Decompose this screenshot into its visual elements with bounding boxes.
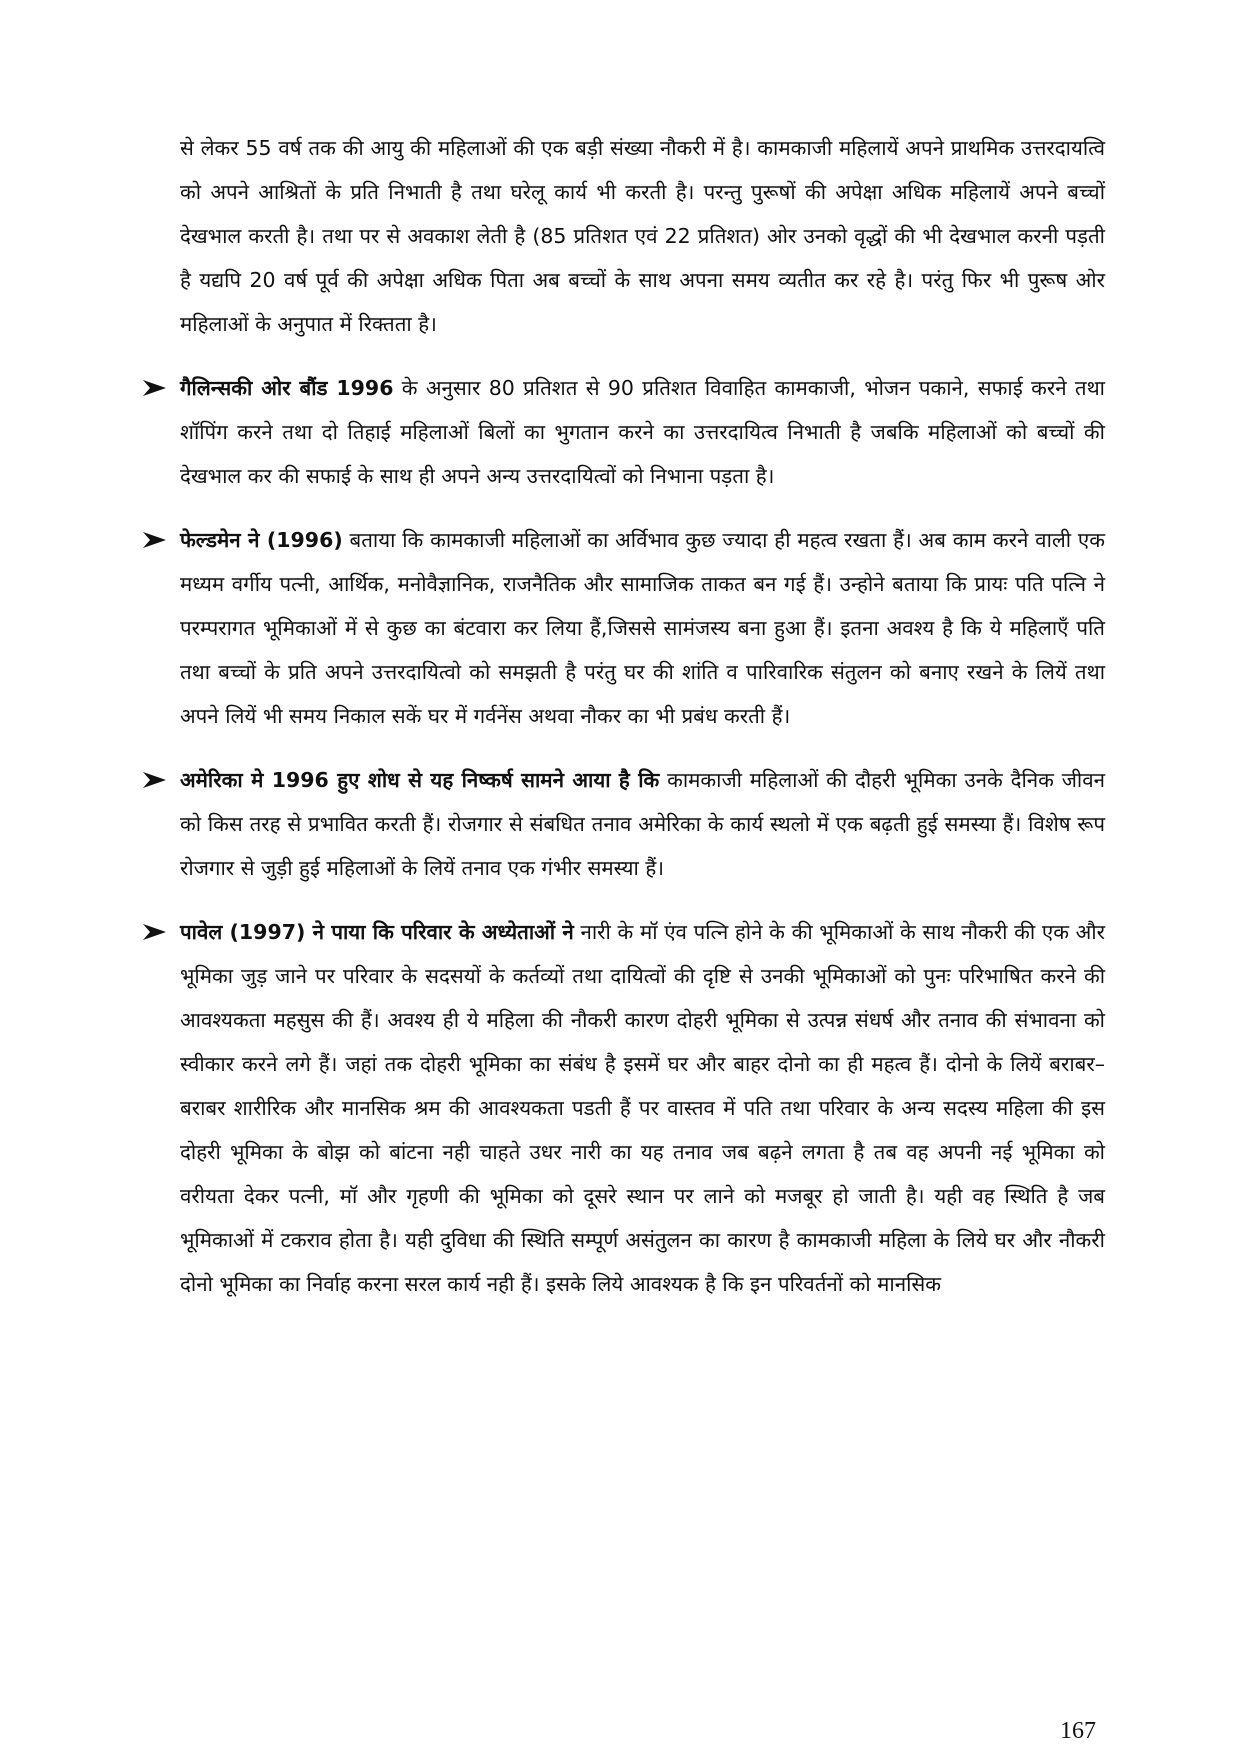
bullet-lead: अमेरिका मे 1996 हुए शोध से यह निष्कर्ष सामने आया है कि xyxy=(180,768,660,792)
arrow-bullet-icon xyxy=(142,758,170,802)
bullet-text: नारी के मॉ एंव पत्नि होने के की भूमिकाओं के साथ नौकरी की एक और भूमिका जुड़ जाने पर परिवार के सदसयों के कर्तव्यों तथा दायित्वों की दृष्टि से उनकी भूमिकाओं को पुनः परिभाषित करने की आवश्यकता महसुस की हैं। अवश्य ही ये महिला की नौकरी कारण दोहरी भूमिका से उत्पन्न संधर्ष और तनाव की संभावना को स्वीकार करने लगे हैं। जहां तक दोहरी भूमिका का संबंध है इसमें घर और बाहर दोनो का ही महत्व हैं। दोनो के लियें बराबर–बराबर शारीरिक और मानसिक श्रम की आवश्यकता पडती हैं पर वास्तव में पति तथा परिवार के अन्य सदस्य महिला की इस दोहरी भूमिका के बोझ को बांटना नही चाहते उधर नारी का यह तनाव जब बढ़ने लगता है तब वह अपनी नई भूमिका को वरीयता देकर पत्नी, मॉ और गृहणी की भूमिका को दूसरे स्थान पर लाने को मजबूर हो जाती है। यही वह स्थिति है जब भूमिकाओं में टकराव होता है। यही दुविधा की स्थिति सम्पूर्ण असंतुलन का कारण है कामकाजी महिला के लिये घर और नौकरी दोनो भूमिका का निर्वाह करना सरल कार्य नही हैं। इसके लिये आवश्यक है कि इन परिवर्तनों को मानसिक xyxy=(180,920,1105,1296)
page-number: 167 xyxy=(1060,1718,1096,1744)
bullet-paragraph xyxy=(180,518,1105,738)
bullet-paragraph xyxy=(180,910,1105,1306)
arrow-bullet-icon xyxy=(142,518,170,562)
bullet-paragraph xyxy=(180,758,1105,890)
bullet-lead: फेल्डमेन ने (1996) xyxy=(180,528,343,552)
arrow-bullet-icon xyxy=(142,366,170,410)
bullet-text: कामकाजी महिलाओं की दौहरी भूमिका उनके दैनिक जीवन को किस तरह से प्रभावित करती हैं। रोजगार से संबधित तनाव अमेरिका के कार्य स्थलो में एक बढ़ती हुई समस्या हैं। विशेष रूप रोजगार से जुड़ी हुई महिलाओं के लियें तनाव एक गंभीर समस्या हैं। xyxy=(180,768,1105,880)
arrow-bullet-icon xyxy=(142,910,170,954)
bullet-text: के अनुसार 80 प्रतिशत से 90 प्रतिशत विवाहित कामकाजी, भोजन पकाने, सफाई करने तथा शॉपिंग करने तथा दो तिहाई महिलाओं बिलों का भुगतान करने का उत्तरदायित्व निभाती है जबकि महिलाओं को बच्चों की देखभाल कर की सफाई के साथ ही अपने अन्य उत्तरदायित्वों को निभाना पड़ता है। xyxy=(180,376,1105,488)
bullet-paragraph xyxy=(180,366,1105,498)
bullet-text: बताया कि कामकाजी महिलाओं का अर्विभाव कुछ ज्यादा ही महत्व रखता हैं। अब काम करने वाली एक मध्यम वर्गीय पत्नी, आर्थिक, मनोवैज्ञानिक, राजनैतिक और सामाजिक ताकत बन गई हैं। उन्होने बताया कि प्रायः पति पत्नि ने परम्परागत भूमिकाओं में से कुछ का बंटवारा कर लिया हैं,जिससे सामंजस्य बना हुआ हैं। इतना अवश्य है कि ये महिलाएँ पति तथा बच्चों के प्रति अपने उत्तरदायित्वो को समझती है परंतु घर की शांति व पारिवारिक संतुलन को बनाए रखने के लियें तथा अपने लियें भी समय निकाल सकें घर में गर्वनेंस अथवा नौकर का भी प्रबंध करती हैं। xyxy=(180,528,1105,728)
bullet-item-2 xyxy=(180,518,1105,738)
bullet-lead: पावेल (1997) ने पाया कि परिवार के अध्येताओं ने xyxy=(180,920,574,944)
page-body xyxy=(180,126,1105,1326)
bullet-item-4 xyxy=(180,910,1105,1306)
bullet-item-1 xyxy=(180,366,1105,498)
bullet-lead: गैलिन्सकी ओर बौंड 1996 xyxy=(180,376,394,400)
intro-paragraph: से लेकर 55 वर्ष तक की आयु की महिलाओं की एक बड़ी संख्या नौकरी में है। कामकाजी महिलायें अपने प्राथमिक उत्तरदायत्वि को अपने आश्रितों के प्रति निभाती है तथा घरेलू कार्य भी करती है। परन्तु पुरूषों की अपेक्षा अधिक महिलायें अपने बच्चों देखभाल करती है। तथा पर से अवकाश लेती है (85 प्रतिशत एवं 22 प्रतिशत) ओर उनको वृद्धों की भी देखभाल करनी पड़ती है यद्यपि 20 वर्ष पूर्व की अपेक्षा अधिक पिता अब बच्चों के साथ अपना समय व्यतीत कर रहे है। परंतु फिर भी पुरूष ओर महिलाओं के अनुपात में रिक्तता है। xyxy=(180,136,1105,336)
bullet-item-3 xyxy=(180,758,1105,890)
